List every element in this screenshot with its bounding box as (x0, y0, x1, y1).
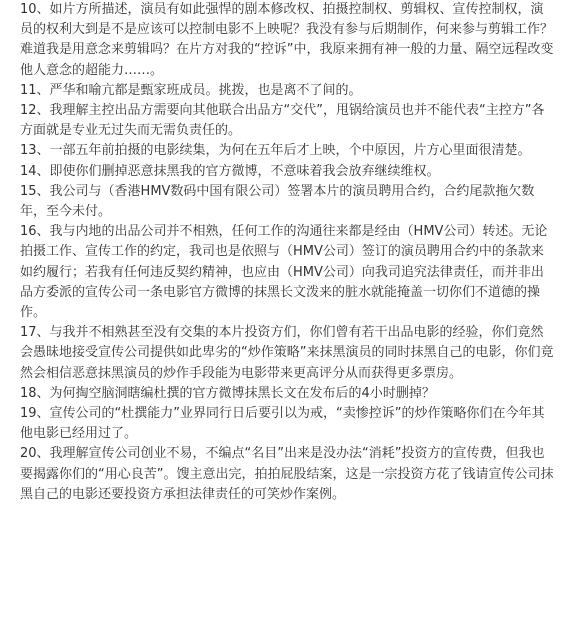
paragraph-16: 16、我与内地的出品公司并不相熟，任何工作的沟通往来都是经由（HMV公司）转述。无论拍摄工作、宣传工作的约定，我司也是依照与（HMV公司）签订的演员聘用合约中的条款来如约履行；若我有任何违反契约精神，也应由（HMV公司）向我司追究法律责任，而并非出品方委派的宣传公司一条电影官方微博的抹黑长文泼来的脏水就能掩盖一切你们不道德的操作。 (20, 224, 548, 321)
paragraph-15: 15、我公司与（香港HMV数码中国有限公司）签署本片的演员聘用合约，合约尾款拖欠数年，至今未付。 (20, 183, 535, 220)
paragraph-20: 20、我理解宣传公司创业不易，不编点“名目”出来是没办法“消耗”投资方的宣传费，但我也要揭露你们的“用心良苦”。馊主意出完，拍拍屁股结案，这是一宗投资方花了钱请宣传公司抹黑自己的电影还要投资方承担法律责任的可笑炒作案例。 (20, 446, 554, 502)
paragraph-14: 14、即使你们删掉恶意抹黑我的官方微博，不意味着我会放弃继续维权。 (20, 163, 440, 179)
paragraph-19: 19、宣传公司的“杜撰能力”业界同行日后要引以为戒，“卖惨控诉”的炒作策略你们在今年其他电影已经用过了。 (20, 406, 545, 442)
paragraph-10: 10、如片方所描述，演员有如此强悍的剧本修改权、拍摄控制权、剪辑权、宣传控制权，演员的权利大到是不是应该可以控制电影不上映呢？我没有参与后期制作，何来参与剪辑工作？难道我是用意念来剪辑吗？在片方对我的“控诉”中，我原来拥有神一般的力量、隔空远程改变他人意念的超能力……。 (20, 2, 554, 78)
paragraph-11: 11、严华和喻亢都是甄家班成员。挑拨，也是离不了间的。 (20, 82, 362, 98)
paragraph-13: 13、一部五年前拍摄的电影续集，为何在五年后才上映，个中原因，片方心里面很清楚。 (20, 143, 531, 159)
paragraph-12: 12、我理解主控出品方需要向其他联合出品方“交代”，甩锅给演员也并不能代表“主控方”各方面就是专业无过失而无需负责任的。 (20, 103, 545, 139)
paragraph-17: 17、与我并不相熟甚至没有交集的本片投资方们，你们曾有若干出品电影的经验，你们竟然会愚昧地接受宣传公司提供如此卑劣的“炒作策略”来抹黑演员的同时抹黑自己的电影，你们竟然会相信恶意抹黑演员的炒作手段能为电影带来更高评分从而获得更多票房。 (20, 325, 554, 381)
paragraph-18: 18、为何掏空脑洞瞎编杜撰的官方微博抹黑长文在发布后的4小时删掉？ (20, 385, 435, 401)
